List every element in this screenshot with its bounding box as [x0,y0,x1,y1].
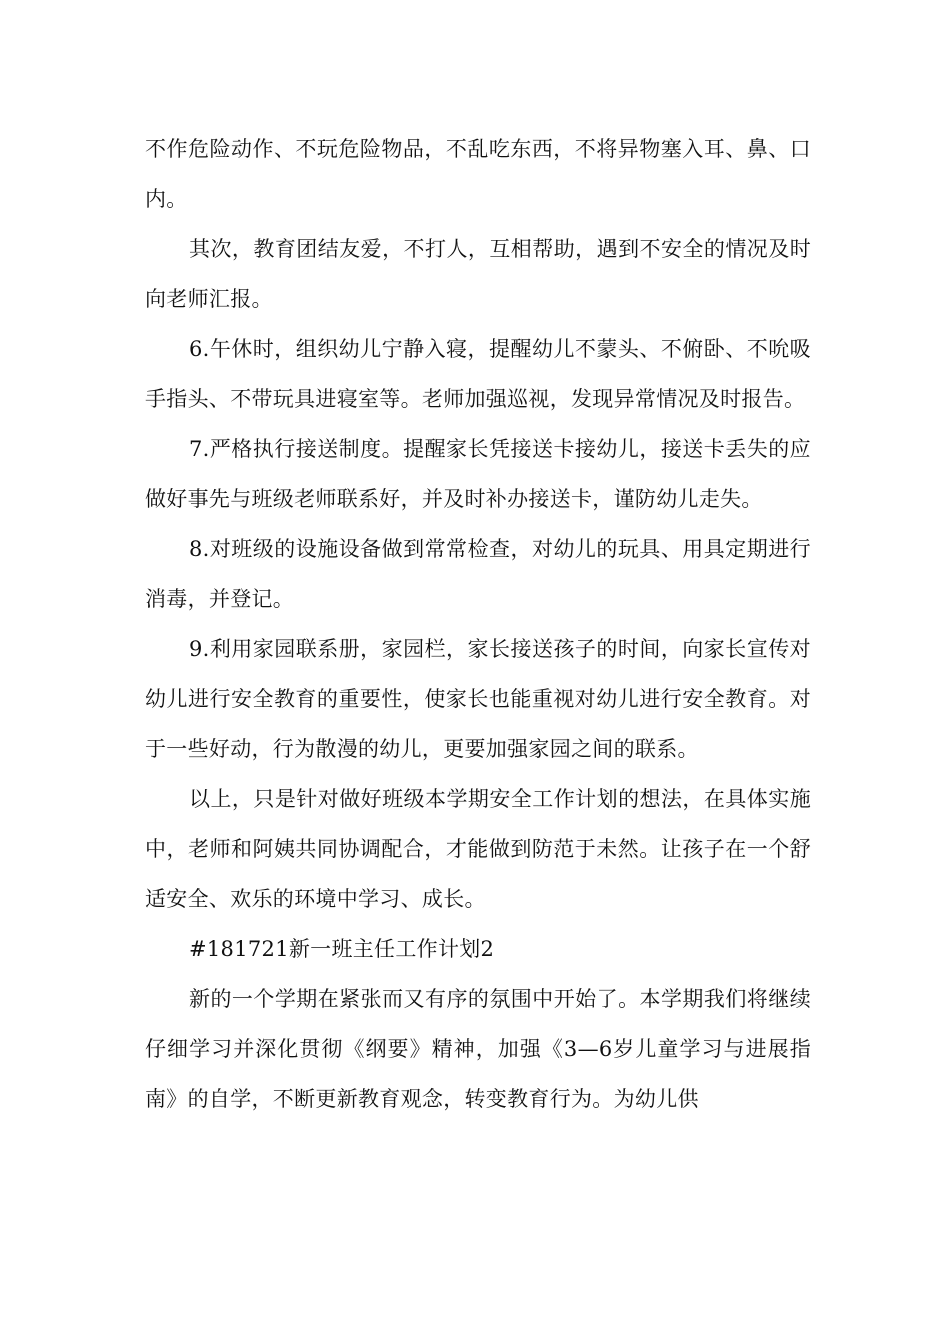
paragraph-5: 8.对班级的设施设备做到常常检查，对幼儿的玩具、用具定期进行消毒，并登记。 [145,537,811,611]
paragraph-6: 9.利用家园联系册，家园栏，家长接送孩子的时间，向家长宣传对幼儿进行安全教育的重要性，使家长也能重视对幼儿进行安全教育。对于一些好动，行为散漫的幼儿，更要加强家园之间的联系。 [145,637,811,761]
document-body [145,124,811,1124]
paragraph-7: 以上，只是针对做好班级本学期安全工作计划的想法，在具体实施中，老师和阿姨共同协调配合，才能做到防范于未然。让孩子在一个舒适安全、欢乐的环境中学习、成长。 [145,787,811,911]
paragraph-8: 新的一个学期在紧张而又有序的氛围中开始了。本学期我们将继续仔细学习并深化贯彻《纲要》精神，加强《3—6岁儿童学习与进展指南》的自学，不断更新教育观念，转变教育行为。为幼儿供 [145,987,811,1111]
paragraph-2: 其次，教育团结友爱，不打人，互相帮助，遇到不安全的情况及时向老师汇报。 [145,237,811,311]
paragraph-3: 6.午休时，组织幼儿宁静入寝，提醒幼儿不蒙头、不俯卧、不吮吸手指头、不带玩具进寝室等。老师加强巡视，发现异常情况及时报告。 [145,337,811,411]
paragraph-1: 不作危险动作、不玩危险物品，不乱吃东西，不将异物塞入耳、鼻、口内。 [145,137,811,211]
section-heading: #181721新一班主任工作计划2 [189,937,495,961]
paragraph-4: 7.严格执行接送制度。提醒家长凭接送卡接幼儿，接送卡丢失的应做好事先与班级老师联系好，并及时补办接送卡，谨防幼儿走失。 [145,437,811,511]
